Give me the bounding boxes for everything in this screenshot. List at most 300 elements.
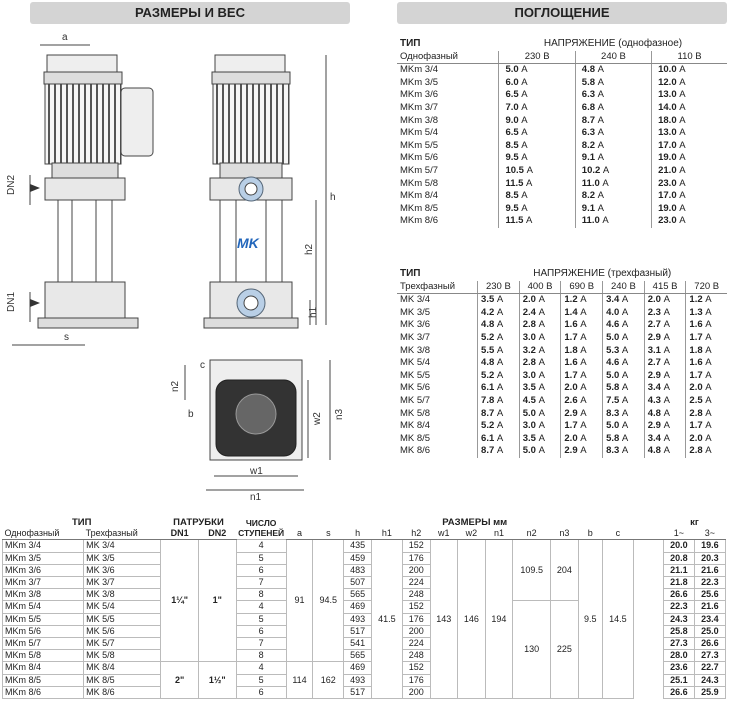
dn1-b: 2" — [161, 662, 199, 699]
dim-h2: 152 — [402, 662, 430, 674]
three-model: MK 5/5 — [84, 613, 161, 625]
weight-1ph: 26.6 — [663, 589, 694, 601]
current-value: 2.8 А — [519, 319, 561, 332]
label-n2: n2 — [170, 380, 181, 392]
dims-ports-header: ПАТРУБКИ — [173, 517, 224, 528]
dims-stages-header: ЧИСЛО СТУПЕНЕЙ — [238, 518, 285, 539]
current-value: 2.7 А — [644, 357, 686, 370]
dim-h: 541 — [344, 638, 372, 650]
current-value: 5.0 А — [603, 420, 645, 433]
single-model: MKm 3/8 — [3, 589, 84, 601]
current-value: 1.7 А — [561, 370, 603, 383]
current-value: 1.8 А — [561, 345, 603, 358]
single-col-240: 240 В — [575, 51, 651, 64]
current-value: 10.2 А — [575, 165, 651, 178]
weight-1ph: 22.3 — [663, 601, 694, 613]
model-name: MK 3/4 — [400, 294, 431, 306]
stages: 7 — [236, 638, 286, 650]
three-model: MK 3/5 — [84, 552, 161, 564]
weight-1ph: 23.6 — [663, 662, 694, 674]
current-value: 10.5 А — [499, 165, 575, 178]
model-name: MK 5/7 — [400, 394, 431, 406]
single-phase-table — [397, 38, 727, 228]
current-value: 10.0 А — [652, 64, 727, 77]
label-w2: w2 — [312, 412, 323, 425]
stages: 8 — [236, 650, 286, 662]
sizes-header: РАЗМЕРЫ И ВЕС — [30, 2, 350, 24]
dim-h2: 176 — [402, 552, 430, 564]
dim-h: 565 — [344, 589, 372, 601]
label-n3: n3 — [334, 408, 345, 420]
current-value: 3.0 А — [519, 370, 561, 383]
current-value: 19.0 А — [652, 152, 727, 165]
current-value: 4.6 А — [603, 319, 645, 332]
model-name: MKm 5/8 — [400, 177, 439, 189]
absorption-header: ПОГЛОЩЕНИЕ — [397, 2, 727, 24]
three-row — [397, 319, 727, 332]
model-name: MKm 8/6 — [400, 215, 439, 227]
current-value: 7.5 А — [603, 395, 645, 408]
current-value: 6.1 А — [478, 382, 520, 395]
current-value: 1.3 А — [686, 307, 727, 320]
model-name: MKm 5/7 — [400, 164, 439, 176]
dims-kg-header: кг — [690, 517, 699, 528]
stages: 5 — [236, 552, 286, 564]
dims-col-w1: w1 — [430, 528, 458, 540]
three-row — [397, 307, 727, 320]
dn1-a: 1¼" — [161, 540, 199, 662]
current-value: 1.7 А — [561, 420, 603, 433]
three-col-400: 400 В — [519, 281, 561, 294]
model-name: MK 8/4 — [400, 420, 431, 432]
single-type-header: ТИП — [400, 38, 421, 49]
weight-1ph: 26.6 — [663, 686, 694, 698]
dim-h2: 248 — [402, 650, 430, 662]
dim-b: 9.5 — [578, 540, 602, 699]
weight-3ph: 25.0 — [694, 625, 725, 637]
current-value: 3.5 А — [519, 382, 561, 395]
model-name: MK 3/5 — [400, 306, 431, 318]
current-value: 2.0 А — [561, 433, 603, 446]
single-row — [397, 115, 727, 128]
current-value: 2.9 А — [644, 420, 686, 433]
three-col-690: 690 В — [561, 281, 603, 294]
three-col-230: 230 В — [478, 281, 520, 294]
model-name: MKm 3/4 — [400, 64, 439, 76]
current-value: 2.8 А — [686, 445, 727, 458]
dims-col-kg1: 1~ — [663, 528, 694, 540]
current-value: 2.9 А — [644, 370, 686, 383]
current-value: 2.3 А — [644, 307, 686, 320]
current-value: 5.8 А — [575, 77, 651, 90]
dim-h2: 152 — [402, 540, 430, 552]
dim-h2: 176 — [402, 613, 430, 625]
three-phase-table — [397, 268, 727, 458]
single-row — [397, 178, 727, 191]
three-row — [397, 445, 727, 458]
three-col-415: 415 В — [644, 281, 686, 294]
current-value: 7.0 А — [499, 102, 575, 115]
current-value: 11.0 А — [575, 178, 651, 191]
current-value: 8.5 А — [499, 190, 575, 203]
model-name: MK 5/5 — [400, 369, 431, 381]
dim-c: 14.5 — [602, 540, 633, 699]
weight-3ph: 22.7 — [694, 662, 725, 674]
current-value: 5.2 А — [478, 332, 520, 345]
current-value: 4.8 А — [478, 319, 520, 332]
three-row — [397, 332, 727, 345]
current-value: 2.0 А — [686, 433, 727, 446]
weight-1ph: 21.8 — [663, 577, 694, 589]
dim-h: 469 — [344, 601, 372, 613]
single-row — [397, 203, 727, 216]
current-value: 4.2 А — [478, 307, 520, 320]
current-value: 17.0 А — [652, 140, 727, 153]
dim-h2: 200 — [402, 564, 430, 576]
current-value: 6.5 А — [499, 89, 575, 102]
three-row — [397, 370, 727, 383]
weight-1ph: 24.3 — [663, 613, 694, 625]
weight-3ph: 21.6 — [694, 564, 725, 576]
current-value: 5.2 А — [478, 370, 520, 383]
dims-col-b: b — [578, 528, 602, 540]
current-value: 23.0 А — [652, 215, 727, 228]
three-row — [397, 357, 727, 370]
dn2-a: 1" — [198, 540, 236, 662]
dim-h: 469 — [344, 662, 372, 674]
current-value: 3.5 А — [519, 433, 561, 446]
dims-size-header: РАЗМЕРЫ мм — [442, 517, 508, 528]
label-n1: n1 — [250, 492, 262, 503]
model-name: MK 5/8 — [400, 407, 431, 419]
current-value: 2.0 А — [519, 294, 561, 307]
model-name: MKm 5/4 — [400, 127, 439, 139]
single-row — [397, 127, 727, 140]
current-value: 4.0 А — [603, 307, 645, 320]
current-value: 3.4 А — [644, 433, 686, 446]
dim-h: 493 — [344, 674, 372, 686]
current-value: 4.3 А — [644, 395, 686, 408]
model-name: MKm 3/7 — [400, 101, 439, 113]
model-name: MKm 3/5 — [400, 76, 439, 88]
single-model: MKm 3/6 — [3, 564, 84, 576]
dims-col-n1: n1 — [485, 528, 513, 540]
three-model: MK 3/4 — [84, 540, 161, 552]
current-value: 8.3 А — [603, 408, 645, 421]
current-value: 5.3 А — [603, 345, 645, 358]
three-type-header: ТИП — [400, 268, 421, 279]
current-value: 4.6 А — [603, 357, 645, 370]
three-model: MK 5/6 — [84, 625, 161, 637]
model-name: MK 3/7 — [400, 331, 431, 343]
dims-type-header: ТИП — [71, 517, 92, 528]
weight-1ph: 25.1 — [663, 674, 694, 686]
dims-col-h1: h1 — [371, 528, 402, 540]
three-voltage-header: НАПРЯЖЕНИЕ (трехфазный) — [533, 268, 672, 279]
model-name: MK 8/6 — [400, 445, 431, 457]
single-col-110: 110 В — [652, 51, 727, 64]
current-value: 9.5 А — [499, 152, 575, 165]
dims-col-single: Однофазный — [3, 528, 84, 540]
current-value: 21.0 А — [652, 165, 727, 178]
three-row-label: Трехфазный — [397, 281, 478, 294]
current-value: 4.5 А — [519, 395, 561, 408]
three-row — [397, 433, 727, 446]
dim-h: 517 — [344, 686, 372, 698]
current-value: 9.1 А — [575, 203, 651, 216]
single-model: MKm 8/5 — [3, 674, 84, 686]
three-row — [397, 395, 727, 408]
dim-w1: 143 — [430, 540, 458, 699]
label-dn2: DN2 — [6, 174, 17, 195]
pump-front-view — [204, 55, 298, 328]
current-value: 8.7 А — [478, 445, 520, 458]
dims-col-dn2: DN2 — [198, 528, 236, 540]
weight-3ph: 20.3 — [694, 552, 725, 564]
dim-h2: 224 — [402, 577, 430, 589]
current-value: 6.1 А — [478, 433, 520, 446]
current-value: 11.0 А — [575, 215, 651, 228]
dim-h: 507 — [344, 577, 372, 589]
current-value: 9.1 А — [575, 152, 651, 165]
current-value: 1.6 А — [561, 319, 603, 332]
dims-row — [3, 540, 726, 552]
dim-h2: 200 — [402, 686, 430, 698]
single-model: MKm 8/4 — [3, 662, 84, 674]
single-row — [397, 77, 727, 90]
stages: 6 — [236, 564, 286, 576]
weight-1ph: 20.8 — [663, 552, 694, 564]
current-value: 2.8 А — [686, 408, 727, 421]
model-name: MKm 3/6 — [400, 89, 439, 101]
current-value: 11.5 А — [499, 178, 575, 191]
current-value: 4.8 А — [644, 445, 686, 458]
single-row-label: Однофазный — [397, 51, 499, 64]
model-name: MK 3/6 — [400, 319, 431, 331]
weight-3ph: 19.6 — [694, 540, 725, 552]
current-value: 5.0 А — [603, 370, 645, 383]
three-model: MK 5/8 — [84, 650, 161, 662]
dn2-b: 1½" — [198, 662, 236, 699]
current-value: 2.9 А — [561, 408, 603, 421]
current-value: 5.8 А — [603, 382, 645, 395]
single-model: MKm 5/8 — [3, 650, 84, 662]
current-value: 17.0 А — [652, 190, 727, 203]
three-model: MK 3/7 — [84, 577, 161, 589]
dim-s1: 94.5 — [313, 540, 344, 662]
current-value: 8.3 А — [603, 445, 645, 458]
current-value: 3.0 А — [519, 332, 561, 345]
dim-a1: 91 — [286, 540, 313, 662]
dim-h: 517 — [344, 625, 372, 637]
three-row — [397, 408, 727, 421]
single-row — [397, 215, 727, 228]
single-row — [397, 89, 727, 102]
current-value: 6.0 А — [499, 77, 575, 90]
dim-h: 435 — [344, 540, 372, 552]
model-name: MK 5/4 — [400, 357, 431, 369]
current-value: 2.7 А — [644, 319, 686, 332]
current-value: 3.4 А — [644, 382, 686, 395]
dimensions-table — [2, 517, 726, 699]
weight-3ph: 23.4 — [694, 613, 725, 625]
current-value: 14.0 А — [652, 102, 727, 115]
weight-1ph: 27.3 — [663, 638, 694, 650]
current-value: 4.8 А — [575, 64, 651, 77]
dims-col-h: h — [344, 528, 372, 540]
weight-1ph: 20.0 — [663, 540, 694, 552]
three-row — [397, 420, 727, 433]
current-value: 8.2 А — [575, 140, 651, 153]
pump-side-view — [38, 55, 153, 328]
current-value: 13.0 А — [652, 89, 727, 102]
current-value: 5.5 А — [478, 345, 520, 358]
current-value: 8.7 А — [575, 115, 651, 128]
current-value: 1.2 А — [561, 294, 603, 307]
weight-3ph: 22.3 — [694, 577, 725, 589]
dims-col-c: c — [602, 528, 633, 540]
single-model: MKm 3/5 — [3, 552, 84, 564]
current-value: 4.8 А — [644, 408, 686, 421]
current-value: 1.6 А — [686, 357, 727, 370]
dim-h2: 152 — [402, 601, 430, 613]
single-row — [397, 140, 727, 153]
current-value: 4.8 А — [478, 357, 520, 370]
three-model: MK 3/8 — [84, 589, 161, 601]
current-value: 23.0 А — [652, 178, 727, 191]
label-w1: w1 — [250, 466, 263, 477]
current-value: 11.5 А — [499, 215, 575, 228]
weight-1ph: 28.0 — [663, 650, 694, 662]
dim-n2b: 130 — [513, 601, 551, 699]
model-name: MK 8/5 — [400, 432, 431, 444]
stages: 5 — [236, 613, 286, 625]
single-model: MKm 5/5 — [3, 613, 84, 625]
dim-w2: 146 — [458, 540, 486, 699]
single-model: MKm 5/4 — [3, 601, 84, 613]
dims-col-s: s — [313, 528, 344, 540]
weight-3ph: 26.6 — [694, 638, 725, 650]
current-value: 3.0 А — [519, 420, 561, 433]
stages: 4 — [236, 540, 286, 552]
current-value: 3.5 А — [478, 294, 520, 307]
weight-3ph: 25.9 — [694, 686, 725, 698]
three-row — [397, 294, 727, 307]
label-dn1: DN1 — [6, 291, 17, 312]
current-value: 1.7 А — [686, 370, 727, 383]
weight-3ph: 27.3 — [694, 650, 725, 662]
three-col-240: 240 В — [603, 281, 645, 294]
label-s: s — [64, 332, 69, 343]
current-value: 8.2 А — [575, 190, 651, 203]
current-value: 9.0 А — [499, 115, 575, 128]
weight-3ph: 21.6 — [694, 601, 725, 613]
single-model: MKm 3/4 — [3, 540, 84, 552]
label-h2: h2 — [304, 243, 315, 255]
current-value: 7.8 А — [478, 395, 520, 408]
dims-col-a: a — [286, 528, 313, 540]
current-value: 2.8 А — [519, 357, 561, 370]
weight-1ph: 25.8 — [663, 625, 694, 637]
current-value: 5.8 А — [603, 433, 645, 446]
single-voltage-header: НАПРЯЖЕНИЕ (однофазное) — [543, 38, 683, 49]
current-value: 5.0 А — [519, 445, 561, 458]
current-value: 8.7 А — [478, 408, 520, 421]
three-model: MK 8/4 — [84, 662, 161, 674]
current-value: 6.5 А — [499, 127, 575, 140]
current-value: 2.0 А — [644, 294, 686, 307]
dim-h2: 248 — [402, 589, 430, 601]
single-row — [397, 102, 727, 115]
current-value: 2.0 А — [686, 382, 727, 395]
dim-s2: 162 — [313, 662, 344, 699]
current-value: 2.0 А — [561, 382, 603, 395]
current-value: 2.9 А — [644, 332, 686, 345]
dim-h: 483 — [344, 564, 372, 576]
label-h1: h1 — [308, 306, 319, 318]
label-c: c — [200, 360, 205, 371]
dim-h2: 224 — [402, 638, 430, 650]
stages: 7 — [236, 577, 286, 589]
single-model: MKm 8/6 — [3, 686, 84, 698]
three-model: MK 5/4 — [84, 601, 161, 613]
model-name: MKm 5/6 — [400, 152, 439, 164]
label-a: a — [62, 32, 68, 43]
current-value: 3.4 А — [603, 294, 645, 307]
current-value: 9.5 А — [499, 203, 575, 216]
dim-h2: 200 — [402, 625, 430, 637]
current-value: 1.7 А — [686, 420, 727, 433]
model-name: MK 3/8 — [400, 344, 431, 356]
label-b: b — [188, 409, 194, 420]
model-name: MKm 5/5 — [400, 139, 439, 151]
dim-h2: 176 — [402, 674, 430, 686]
stages: 8 — [236, 589, 286, 601]
three-model: MK 8/6 — [84, 686, 161, 698]
single-row — [397, 64, 727, 77]
current-value: 1.7 А — [686, 332, 727, 345]
dim-n3a: 204 — [551, 540, 579, 601]
label-h: h — [330, 192, 336, 203]
dims-col-n3: n3 — [551, 528, 579, 540]
current-value: 5.2 А — [478, 420, 520, 433]
dim-h: 459 — [344, 552, 372, 564]
current-value: 2.6 А — [561, 395, 603, 408]
dims-col-n2: n2 — [513, 528, 551, 540]
dim-n1: 194 — [485, 540, 513, 699]
dim-h1: 41.5 — [371, 540, 402, 699]
current-value: 1.6 А — [686, 319, 727, 332]
dim-a2: 114 — [286, 662, 313, 699]
weight-1ph: 21.1 — [663, 564, 694, 576]
current-value: 19.0 А — [652, 203, 727, 216]
three-row — [397, 345, 727, 358]
model-name: MKm 8/4 — [400, 190, 439, 202]
current-value: 1.6 А — [561, 357, 603, 370]
current-value: 1.2 А — [686, 294, 727, 307]
dims-col-w2: w2 — [458, 528, 486, 540]
current-value: 6.3 А — [575, 89, 651, 102]
mk-logo: MK — [237, 235, 259, 251]
dim-n2a: 109.5 — [513, 540, 551, 601]
single-row — [397, 152, 727, 165]
single-model: MKm 3/7 — [3, 577, 84, 589]
model-name: MKm 3/8 — [400, 114, 439, 126]
stages: 5 — [236, 674, 286, 686]
current-value: 3.2 А — [519, 345, 561, 358]
three-row — [397, 382, 727, 395]
current-value: 5.0 А — [519, 408, 561, 421]
